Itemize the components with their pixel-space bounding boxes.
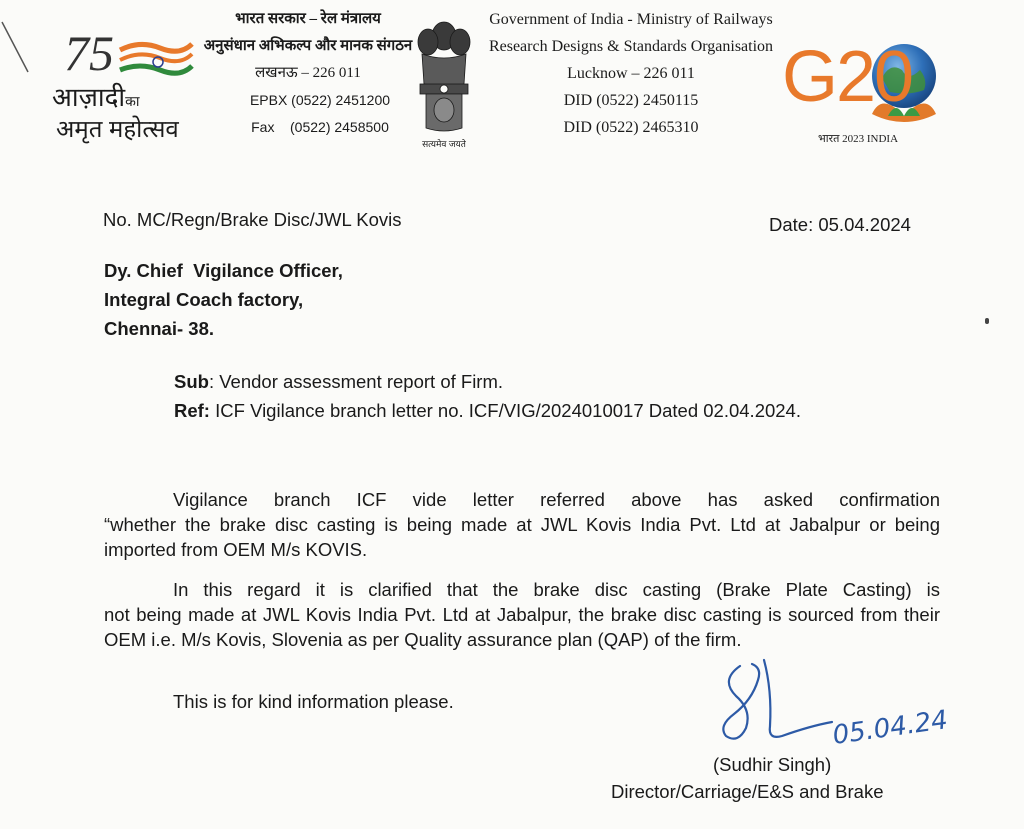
english-line-2: Research Designs & Standards Organisation bbox=[488, 38, 774, 55]
english-address-block bbox=[476, 6, 786, 141]
logo-line1: आज़ादी bbox=[52, 82, 126, 112]
phone-block bbox=[230, 87, 410, 141]
g20-caption: भारत 2023 INDIA bbox=[818, 133, 899, 145]
logo-number: 75 bbox=[64, 25, 114, 81]
english-line-4: DID (0522) 2450115 bbox=[563, 92, 699, 109]
fax-line: Fax (0522) 2458500 bbox=[251, 119, 389, 135]
national-emblem bbox=[412, 10, 476, 160]
lion-capital-icon bbox=[412, 10, 476, 146]
paragraph-1-body: “whether the brake disc casting is being made at JWL Kovis India Pvt. Ltd at Jabalpur or being imported from OEM M/s KOVIS. bbox=[104, 514, 940, 560]
subject-text: : Vendor assessment report of Firm. bbox=[208, 371, 504, 392]
english-line-3: Lucknow – 226 011 bbox=[567, 65, 695, 82]
subject-line bbox=[174, 369, 503, 394]
addressee-line-1: Dy. Chief Vigilance Officer, bbox=[104, 260, 343, 281]
english-line-1: Government of India - Ministry of Railways bbox=[489, 11, 773, 28]
reference-line bbox=[174, 398, 801, 423]
reference-text: ICF Vigilance branch letter no. ICF/VIG/2024010017 Dated 02.04.2024. bbox=[209, 400, 801, 421]
addressee-line-2: Integral Coach factory, bbox=[104, 289, 304, 310]
english-line-5: DID (0522) 2465310 bbox=[563, 119, 699, 136]
logo-line1-suffix: का bbox=[125, 93, 140, 109]
hindi-line-2: अनुसंधान अभिकल्प और मानक संगठन bbox=[203, 38, 413, 54]
emblem-motto: सत्यमेव जयते bbox=[422, 139, 466, 149]
addressee-line-3: Chennai- 38. bbox=[104, 318, 214, 339]
paragraph-1-first-line: Vigilance branch ICF vide letter referred above has asked confirmation bbox=[173, 489, 940, 510]
hindi-line-3: लखनऊ – 226 011 bbox=[255, 65, 361, 81]
signatory-name: (Sudhir Singh) bbox=[713, 754, 832, 775]
azadi-ka-amrit-mahotsav-logo bbox=[50, 24, 200, 154]
g20-logo bbox=[778, 30, 948, 155]
scan-speck bbox=[985, 318, 989, 324]
hindi-line-1: भारत सरकार – रेल मंत्रालय bbox=[235, 11, 381, 27]
closing-line: This is for kind information please. bbox=[173, 691, 454, 712]
tricolour-flag-icon bbox=[116, 36, 196, 86]
logo-line2: अमृत महोत्सव bbox=[56, 116, 179, 143]
epbx-line: EPBX (0522) 2451200 bbox=[249, 92, 391, 108]
addressee-block bbox=[104, 256, 343, 343]
reference-number: No. MC/Regn/Brake Disc/JWL Kovis bbox=[103, 209, 402, 230]
signature-date: 05.04.24 bbox=[830, 705, 950, 751]
scan-mark bbox=[0, 0, 40, 80]
hindi-address-block bbox=[198, 6, 418, 87]
signatory-title: Director/Carriage/E&S and Brake bbox=[611, 781, 884, 802]
subject-label: Sub bbox=[174, 371, 209, 392]
paragraph-1 bbox=[104, 487, 940, 562]
letter-date: Date: 05.04.2024 bbox=[769, 214, 911, 235]
paragraph-2-first-line: In this regard it is clarified that the brake disc casting (Brake Plate Casting) is bbox=[173, 579, 940, 600]
reference-label: Ref: bbox=[174, 400, 210, 421]
g20-text: G20 bbox=[782, 37, 913, 117]
handwritten-signature bbox=[700, 640, 1000, 760]
paragraph-2-body: not being made at JWL Kovis India Pvt. Ltd at Jabalpur, the brake disc casting is sourced from their OEM i.e. M/s Kovis, Slovenia as per Quality assurance plan (QAP) of the firm. bbox=[104, 604, 940, 650]
